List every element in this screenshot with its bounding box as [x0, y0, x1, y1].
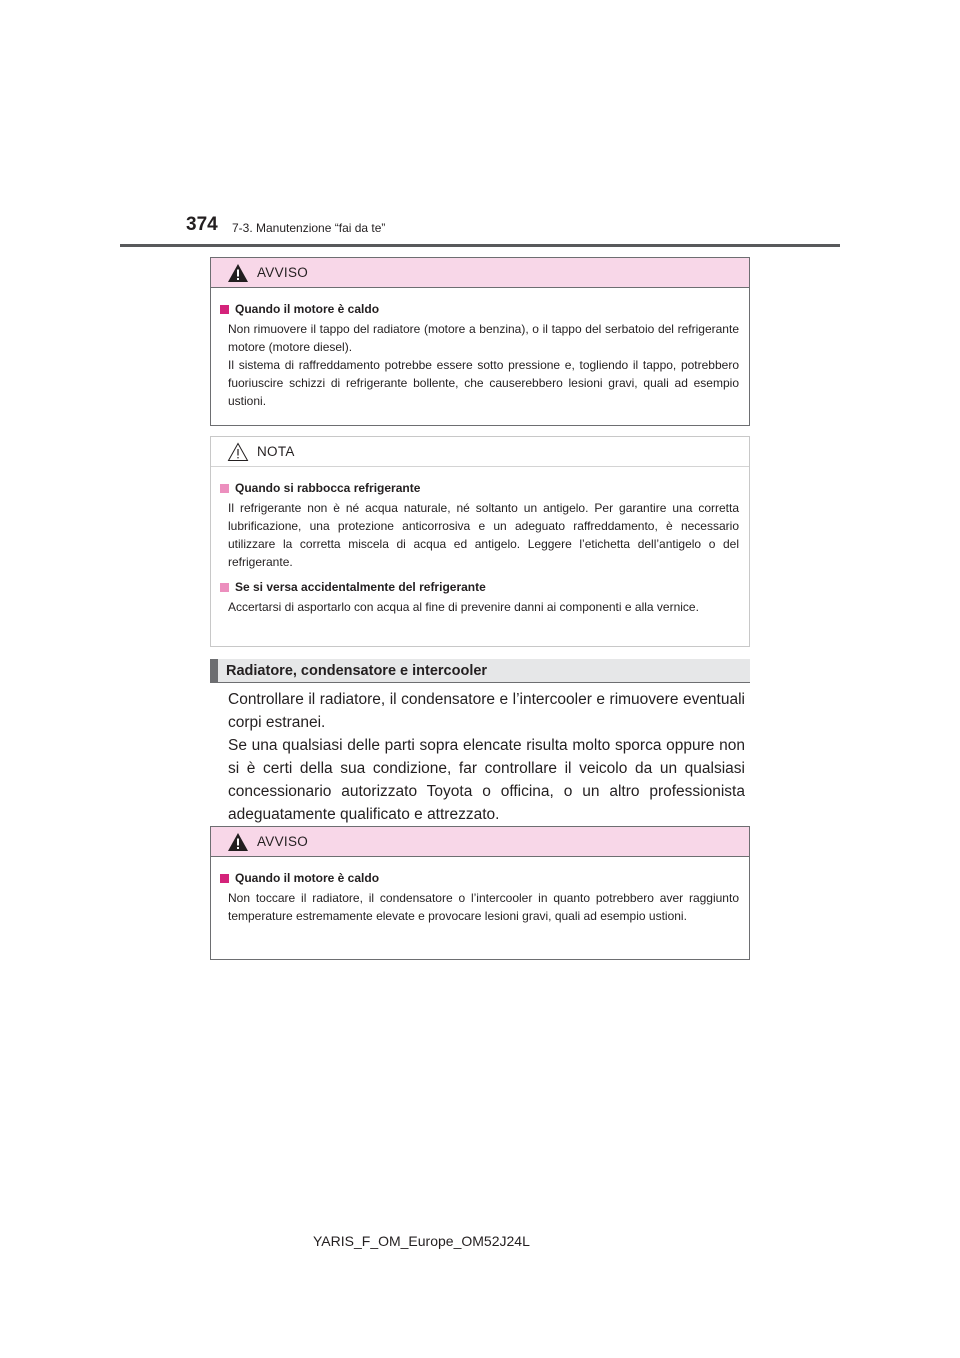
nota-box-coolant [210, 436, 750, 647]
square-bullet-icon [220, 484, 229, 493]
warning-box-body [211, 857, 749, 937]
warning-item [220, 301, 739, 410]
warning-box-engine-hot-radiator [210, 826, 750, 960]
warning-item-text [220, 889, 739, 925]
warning-triangle-icon [227, 263, 249, 283]
heading-accent [210, 659, 218, 683]
warning-item-title [220, 301, 739, 317]
nota-item-text [220, 598, 739, 616]
nota-item-title-text: Quando si rabbocca refrigerante [235, 481, 421, 495]
nota-item [220, 480, 739, 571]
warning-box-body [211, 288, 749, 422]
document-footer: YARIS_F_OM_Europe_OM52J24L [313, 1233, 530, 1249]
nota-label: NOTA [257, 444, 295, 459]
warning-item-paragraph: Non toccare il radiatore, il condensatore o l’intercooler in quanto potrebbero aver raggiunto temperature estremamente elevate e provocare lesioni gravi, quali ad esempio ustioni. [228, 891, 739, 923]
section-title: 7-3. Manutenzione “fai da te” [232, 221, 386, 235]
section-paragraph: Controllare il radiatore, il condensatore e l’intercooler e rimuovere eventuali corpi estranei. [228, 691, 745, 731]
section-paragraph: Se una qualsiasi delle parti sopra elencate risulta molto sporca oppure non si è certi della sua condizione, far controllare il veicolo da un qualsiasi concessionario autorizzato Toyota o officina, o un altro professionista adeguatamente qualificato e attrezzato. [228, 737, 745, 823]
header-rule [120, 244, 840, 247]
warning-box-engine-hot-cap [210, 257, 750, 426]
warning-item-title [220, 870, 739, 886]
warning-item-paragraph: Non rimuovere il tappo del radiatore (motore a benzina), o il tappo del serbatoio del refrigerante motore (motore diesel). [228, 322, 739, 354]
warning-box-header [211, 827, 749, 857]
section-heading-bar [210, 659, 750, 683]
nota-item-paragraph: Accertarsi di asportarlo con acqua al fine di prevenire danni ai componenti e alla vernice. [228, 600, 699, 614]
warning-item [220, 870, 739, 925]
warning-item-title-text: Quando il motore è caldo [235, 302, 380, 316]
square-bullet-icon [220, 874, 229, 883]
nota-box-header [211, 437, 749, 467]
warning-label: AVVISO [257, 834, 309, 849]
square-bullet-icon [220, 305, 229, 314]
page-number: 374 [186, 214, 218, 235]
section-body [228, 688, 745, 826]
section-heading: Radiatore, condensatore e intercooler [226, 662, 488, 679]
warning-box-header [211, 258, 749, 288]
warning-item-title-text: Quando il motore è caldo [235, 871, 380, 885]
warning-item-text [220, 320, 739, 410]
nota-item-title-text: Se si versa accidentalmente del refrigerante [235, 580, 486, 594]
caution-triangle-icon [227, 442, 249, 462]
nota-item-title [220, 579, 739, 595]
nota-box-body [211, 467, 749, 628]
square-bullet-icon [220, 583, 229, 592]
warning-label: AVVISO [257, 265, 309, 280]
nota-item-title [220, 480, 739, 496]
warning-item-paragraph: Il sistema di raffreddamento potrebbe essere sotto pressione e, togliendo il tappo, potrebbero fuoriuscire schizzi di refrigerante bollente, che causerebbero lesioni gravi, quali ad esempio ustioni. [228, 358, 739, 408]
nota-item-paragraph: Il refrigerante non è né acqua naturale, né soltanto un antigelo. Per garantire una corretta lubrificazione, una protezione anticorrosiva e un adeguato raffreddamento, è necessario utilizzare la corretta miscela di acqua ed antigelo. Leggere l’etichetta dell’antigelo o del refrigerante. [228, 501, 739, 569]
nota-item-text [220, 499, 739, 571]
nota-item [220, 579, 739, 616]
warning-triangle-icon [227, 832, 249, 852]
